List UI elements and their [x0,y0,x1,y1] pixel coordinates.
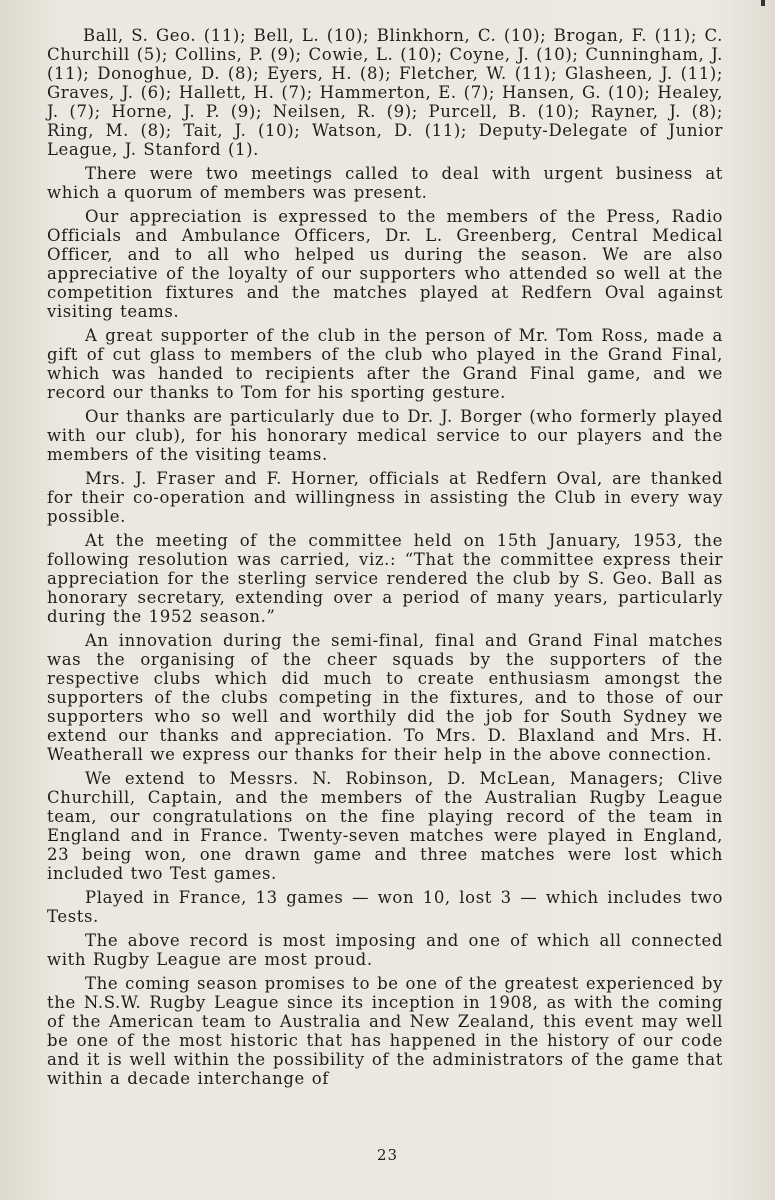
page-number: 23 [376,1146,399,1164]
paragraph-meetings: There were two meetings called to deal with urgent business at which a quorum of members was present. [47,164,723,202]
paragraph-tom-ross: A great supporter of the club in the person of Mr. Tom Ross, made a gift of cut glass to members of the club who played in the Grand Final, which was handed to recipients after the Grand Final game, and we record our thanks to Tom for his sporting gesture. [47,326,723,402]
paragraph-france-record: Played in France, 13 games — won 10, lost 3 — which includes two Tests. [47,888,723,926]
paragraph-cheer-squads: An innovation during the semi-final, final and Grand Final matches was the organising of the cheer squads by the supporters of the respective clubs which did much to create enthusiasm amongst the supporters of the clubs competing in the fixtures, and to those of our supporters who so well and worthily did the job for South Sydney we extend our thanks and appreciation. To Mrs. D. Blaxland and Mrs. H. Weatherall we express our thanks for their help in the above connection. [47,631,723,764]
text-column [47,26,723,1093]
paragraph-coming-season: The coming season promises to be one of the greatest experienced by the N.S.W. Rugby League since its inception in 1908, as with the coming of the American team to Australia and New Zealand, this event may well be one of the most historic that has happened in the history of our code and it is well within the possibility of the administrators of the game that within a decade interchange of [47,974,723,1088]
corner-mark [761,0,765,6]
paragraph-australian-team: We extend to Messrs. N. Robinson, D. McLean, Managers; Clive Churchill, Captain, and the members of the Australian Rugby League team, our congratulations on the fine playing record of the team in England and in France. Twenty-seven matches were played in England, 23 being won, one drawn game and three matches were lost which included two Test games. [47,769,723,883]
paragraph-record-imposing: The above record is most imposing and one of which all connected with Rugby League are most proud. [47,931,723,969]
paragraph-committee-resolution: At the meeting of the committee held on 15th January, 1953, the following resolution was carried, viz.: “That the committee express their appreciation for the sterling service rendered the club by S. Geo. Ball as honorary secretary, extending over a period of many years, particularly during the 1952 season.” [47,531,723,626]
paragraph-redfern-officials: Mrs. J. Fraser and F. Horner, officials at Redfern Oval, are thanked for their co-operation and willingness in assisting the Club in every way possible. [47,469,723,526]
paragraph-appreciation: Our appreciation is expressed to the members of the Press, Radio Officials and Ambulance Officers, Dr. L. Greenberg, Central Medical Officer, and to all who helped us during the season. We are also appreciative of the loyalty of our supporters who attended so well at the competition fixtures and the matches played at Redfern Oval against visiting teams. [47,207,723,321]
paragraph-dr-borger: Our thanks are particularly due to Dr. J. Borger (who formerly played with our club), for his honorary medical service to our players and the members of the visiting teams. [47,407,723,464]
paragraph-members-attendance: Ball, S. Geo. (11); Bell, L. (10); Blinkhorn, C. (10); Brogan, F. (11); C. Churchill (5); Collins, P. (9); Cowie, L. (10); Coyne, J. (10); Cunningham, J. (11); Donoghue, D. (8); Eyers, H. (8); Fletcher, W. (11); Glasheen, J. (11); Graves, J. (6); Hallett, H. (7); Hammerton, E. (7); Hansen, G. (10); Healey, J. (7); Horne, J. P. (9); Neilsen, R. (9); Purcell, B. (10); Rayner, J. (8); Ring, M. (8); Tait, J. (10); Watson, D. (11); Deputy-Delegate of Junior League, J. Stanford (1). [47,26,723,159]
